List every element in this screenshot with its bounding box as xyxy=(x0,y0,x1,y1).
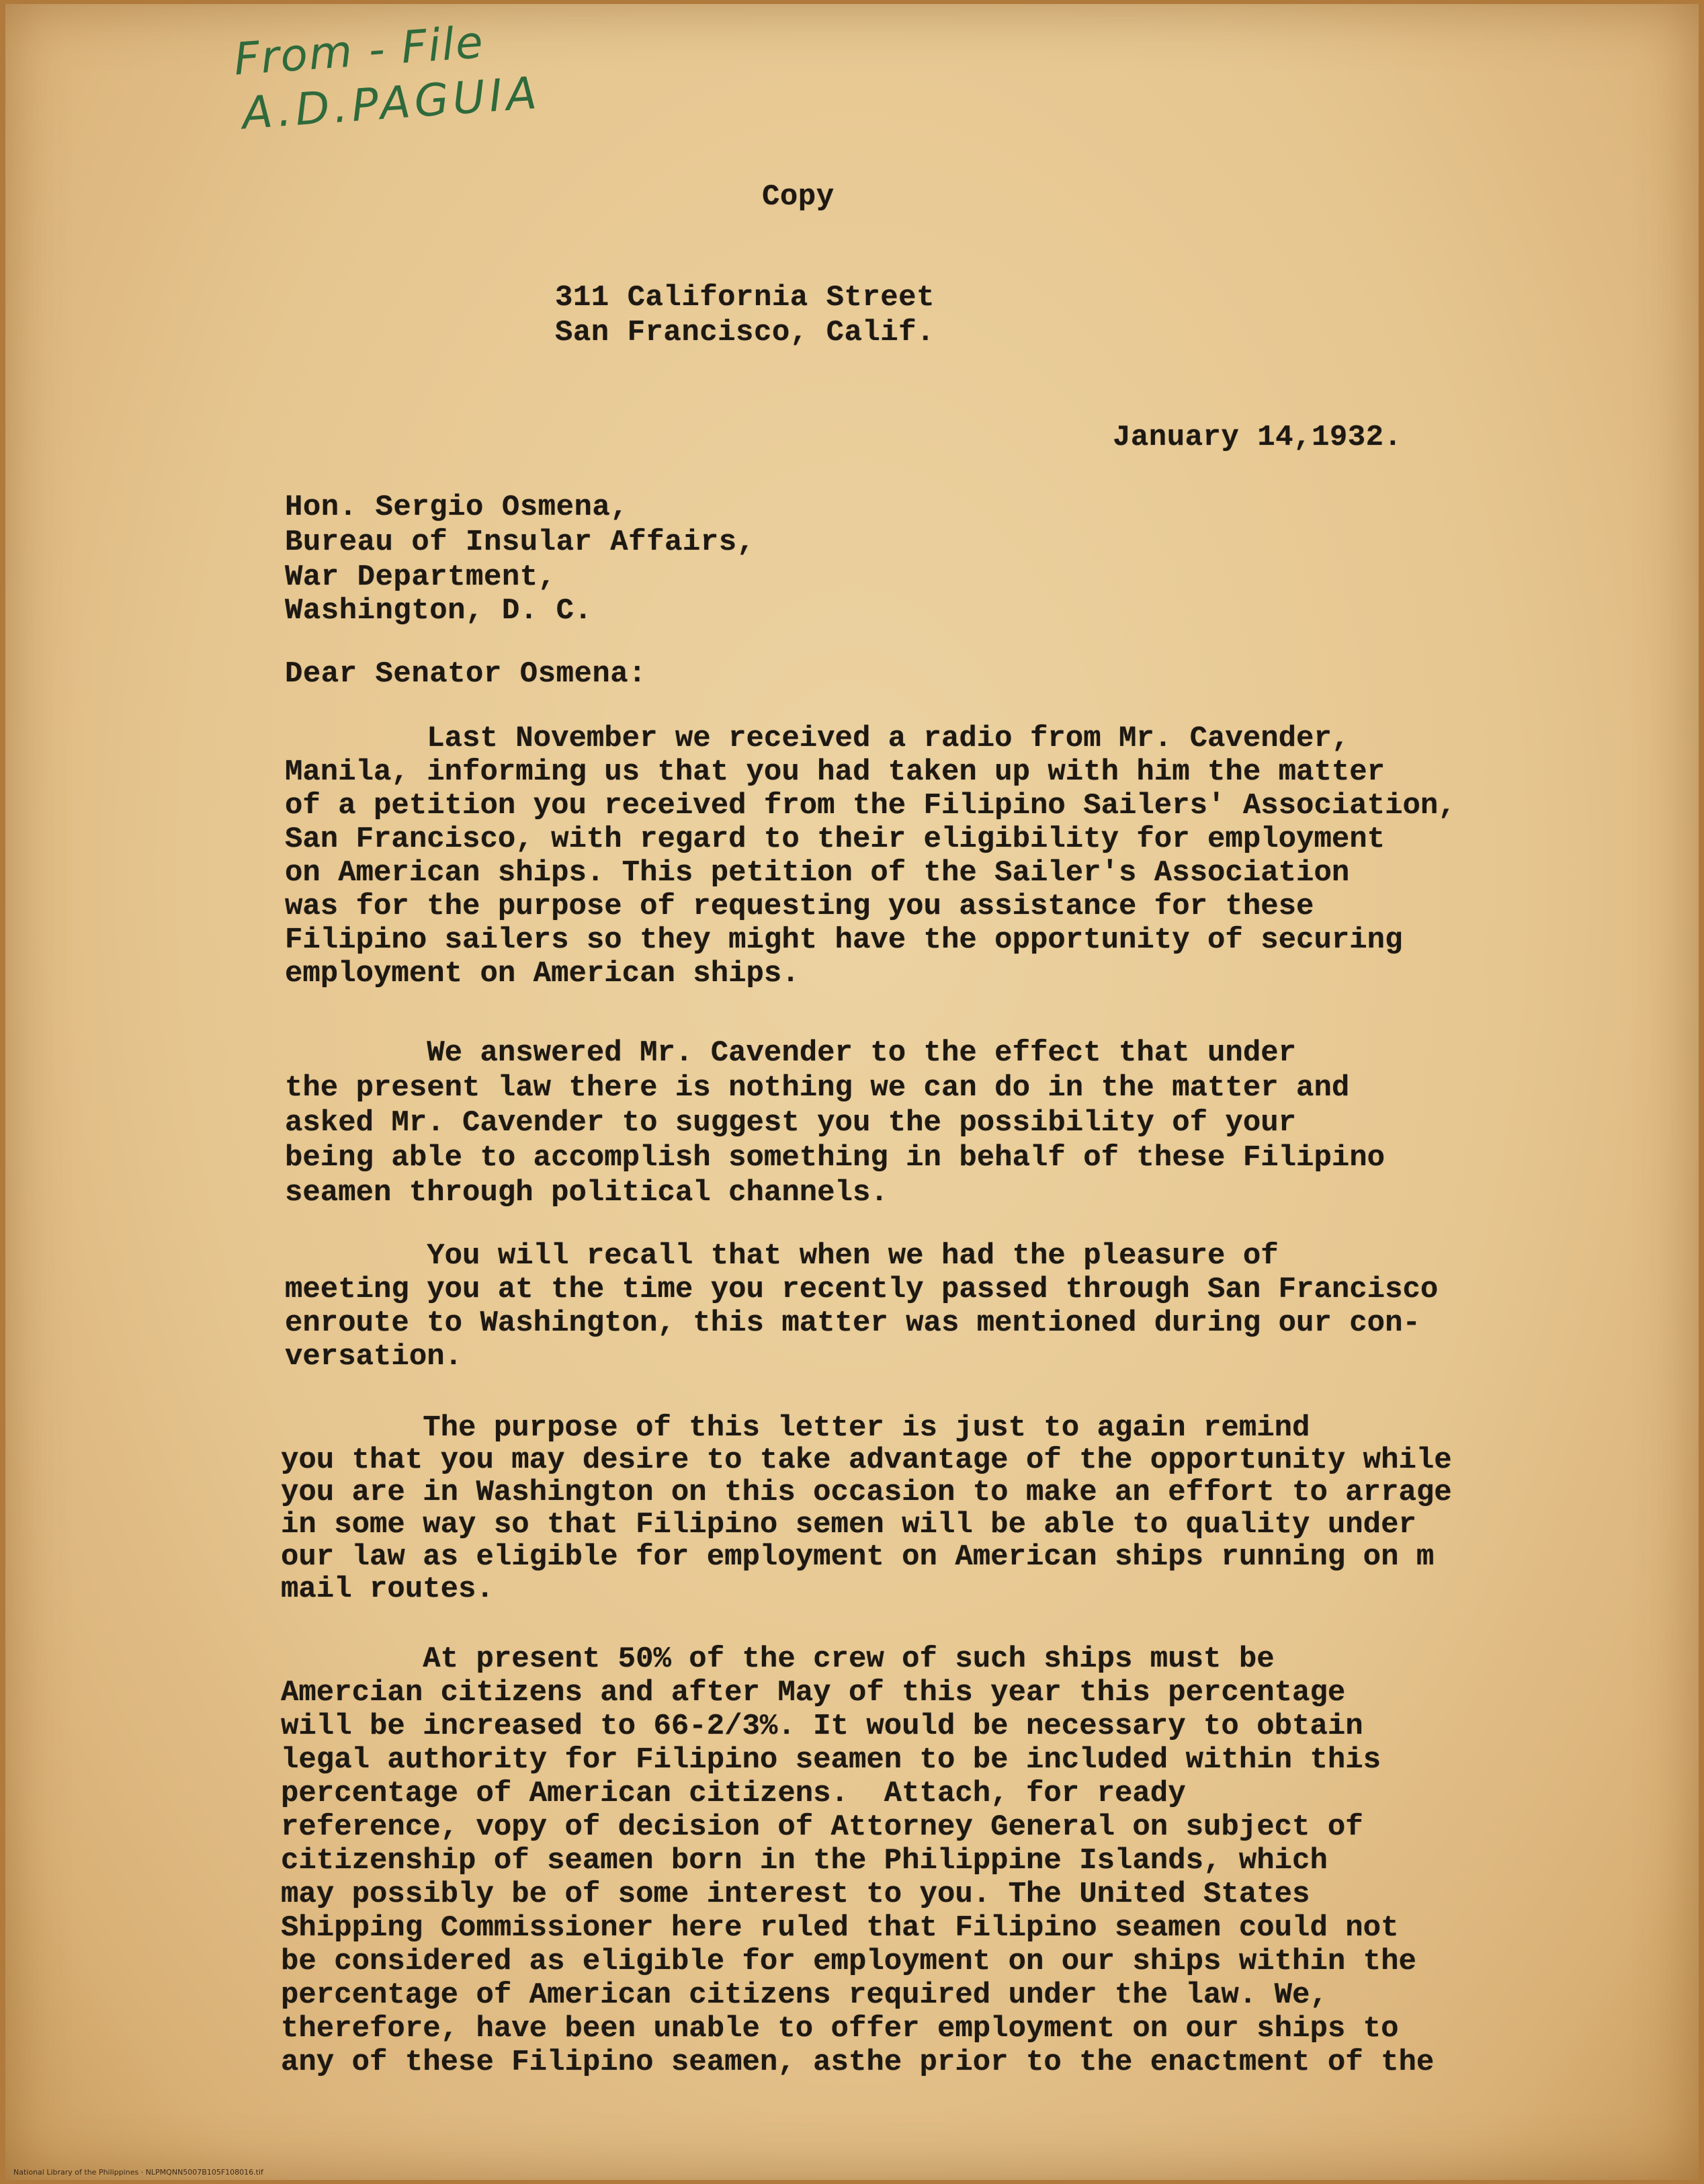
archive-caption: National Library of the Philippines · NLPMQNN5007B105F108016.tif xyxy=(13,2168,263,2177)
paragraph-2-line: the present law there is nothing we can do in the matter and xyxy=(285,1071,1350,1105)
paragraph-5-line: be considered as eligible for employment on our ships within the xyxy=(281,1945,1416,1978)
handwritten-annotation-name: A.D.PAGUIA xyxy=(240,67,542,140)
paragraph-2-line: We answered Mr. Cavender to the effect that under xyxy=(285,1036,1297,1070)
paragraph-3-line: meeting you at the time you recently passed through San Francisco xyxy=(285,1273,1439,1306)
recipient-city: Washington, D. C. xyxy=(285,594,593,628)
paragraph-4-line: you that you may desire to take advantage of the opportunity while xyxy=(281,1443,1452,1477)
paragraph-5-line: any of these Filipino seamen, asthe prior to the enactment of the xyxy=(281,2046,1435,2079)
paragraph-1-line: was for the purpose of requesting you assistance for these xyxy=(285,890,1314,923)
paragraph-5-line: will be increased to 66-2/3%. It would be necessary to obtain xyxy=(281,1710,1363,1743)
paragraph-4-line: you are in Washington on this occasion to make an effort to arrage xyxy=(281,1476,1452,1509)
paragraph-5-line: citizenship of seamen born in the Philippine Islands, which xyxy=(281,1844,1328,1878)
paragraph-1-line: of a petition you received from the Filipino Sailers' Association, xyxy=(285,789,1456,823)
recipient-department: War Department, xyxy=(285,560,556,594)
paragraph-3-line: versation. xyxy=(285,1340,463,1374)
paragraph-1-line: employment on American ships. xyxy=(285,957,800,991)
handwritten-annotation-from-file: From - File xyxy=(232,16,486,85)
paragraph-4-line: in some way so that Filipino semen will be able to quality under xyxy=(281,1508,1416,1542)
paragraph-3-line: enroute to Washington, this matter was mentioned during our con- xyxy=(285,1306,1420,1340)
paragraph-1-line: Manila, informing us that you had taken up with him the matter xyxy=(285,755,1386,789)
paragraph-5-line: At present 50% of the crew of such ships must be xyxy=(281,1642,1275,1676)
paragraph-1-line: on American ships. This petition of the Sailer's Association xyxy=(285,856,1350,890)
paragraph-2-line: being able to accomplish something in behalf of these Filipino xyxy=(285,1141,1386,1175)
paragraph-5-line: percentage of American citizens required under the law. We, xyxy=(281,1978,1328,2012)
sender-address-line-2: San Francisco, Calif. xyxy=(555,316,935,349)
paragraph-5-line: percentage of American citizens. Attach, for ready xyxy=(281,1777,1186,1810)
paragraph-5-line: therefore, have been unable to offer employment on our ships to xyxy=(281,2012,1399,2046)
paragraph-4-line: our law as eligible for employment on American ships running on m xyxy=(281,1540,1435,1574)
copy-label: Copy xyxy=(762,180,835,214)
paragraph-1-line: Last November we received a radio from Mr. Cavender, xyxy=(285,722,1350,755)
sender-address-line-1: 311 California Street xyxy=(555,281,935,314)
paragraph-3-line: You will recall that when we had the pleasure of xyxy=(285,1239,1279,1273)
paragraph-4-line: mail routes. xyxy=(281,1572,494,1606)
paragraph-5-line: Amercian citizens and after May of this year this percentage xyxy=(281,1676,1346,1710)
recipient-name: Hon. Sergio Osmena, xyxy=(285,491,629,524)
paragraph-1-line: Filipino sailers so they might have the opportunity of securing xyxy=(285,923,1403,957)
paragraph-2-line: seamen through political channels. xyxy=(285,1176,888,1210)
letter-date: January 14,1932. xyxy=(1113,421,1402,454)
paragraph-1-line: San Francisco, with regard to their eligibility for employment xyxy=(285,823,1386,856)
recipient-bureau: Bureau of Insular Affairs, xyxy=(285,526,755,559)
salutation: Dear Senator Osmena: xyxy=(285,657,647,691)
paragraph-5-line: may possibly be of some interest to you. The United States xyxy=(281,1878,1310,1911)
paragraph-5-line: reference, vopy of decision of Attorney General on subject of xyxy=(281,1810,1363,1844)
paragraph-5-line: Shipping Commissioner here ruled that Filipino seamen could not xyxy=(281,1911,1399,1945)
paragraph-2-line: asked Mr. Cavender to suggest you the possibility of your xyxy=(285,1106,1297,1140)
paragraph-5-line: legal authority for Filipino seamen to be included within this xyxy=(281,1743,1381,1777)
letter-page xyxy=(5,4,1699,2180)
paragraph-4-line: The purpose of this letter is just to again remind xyxy=(281,1411,1310,1445)
